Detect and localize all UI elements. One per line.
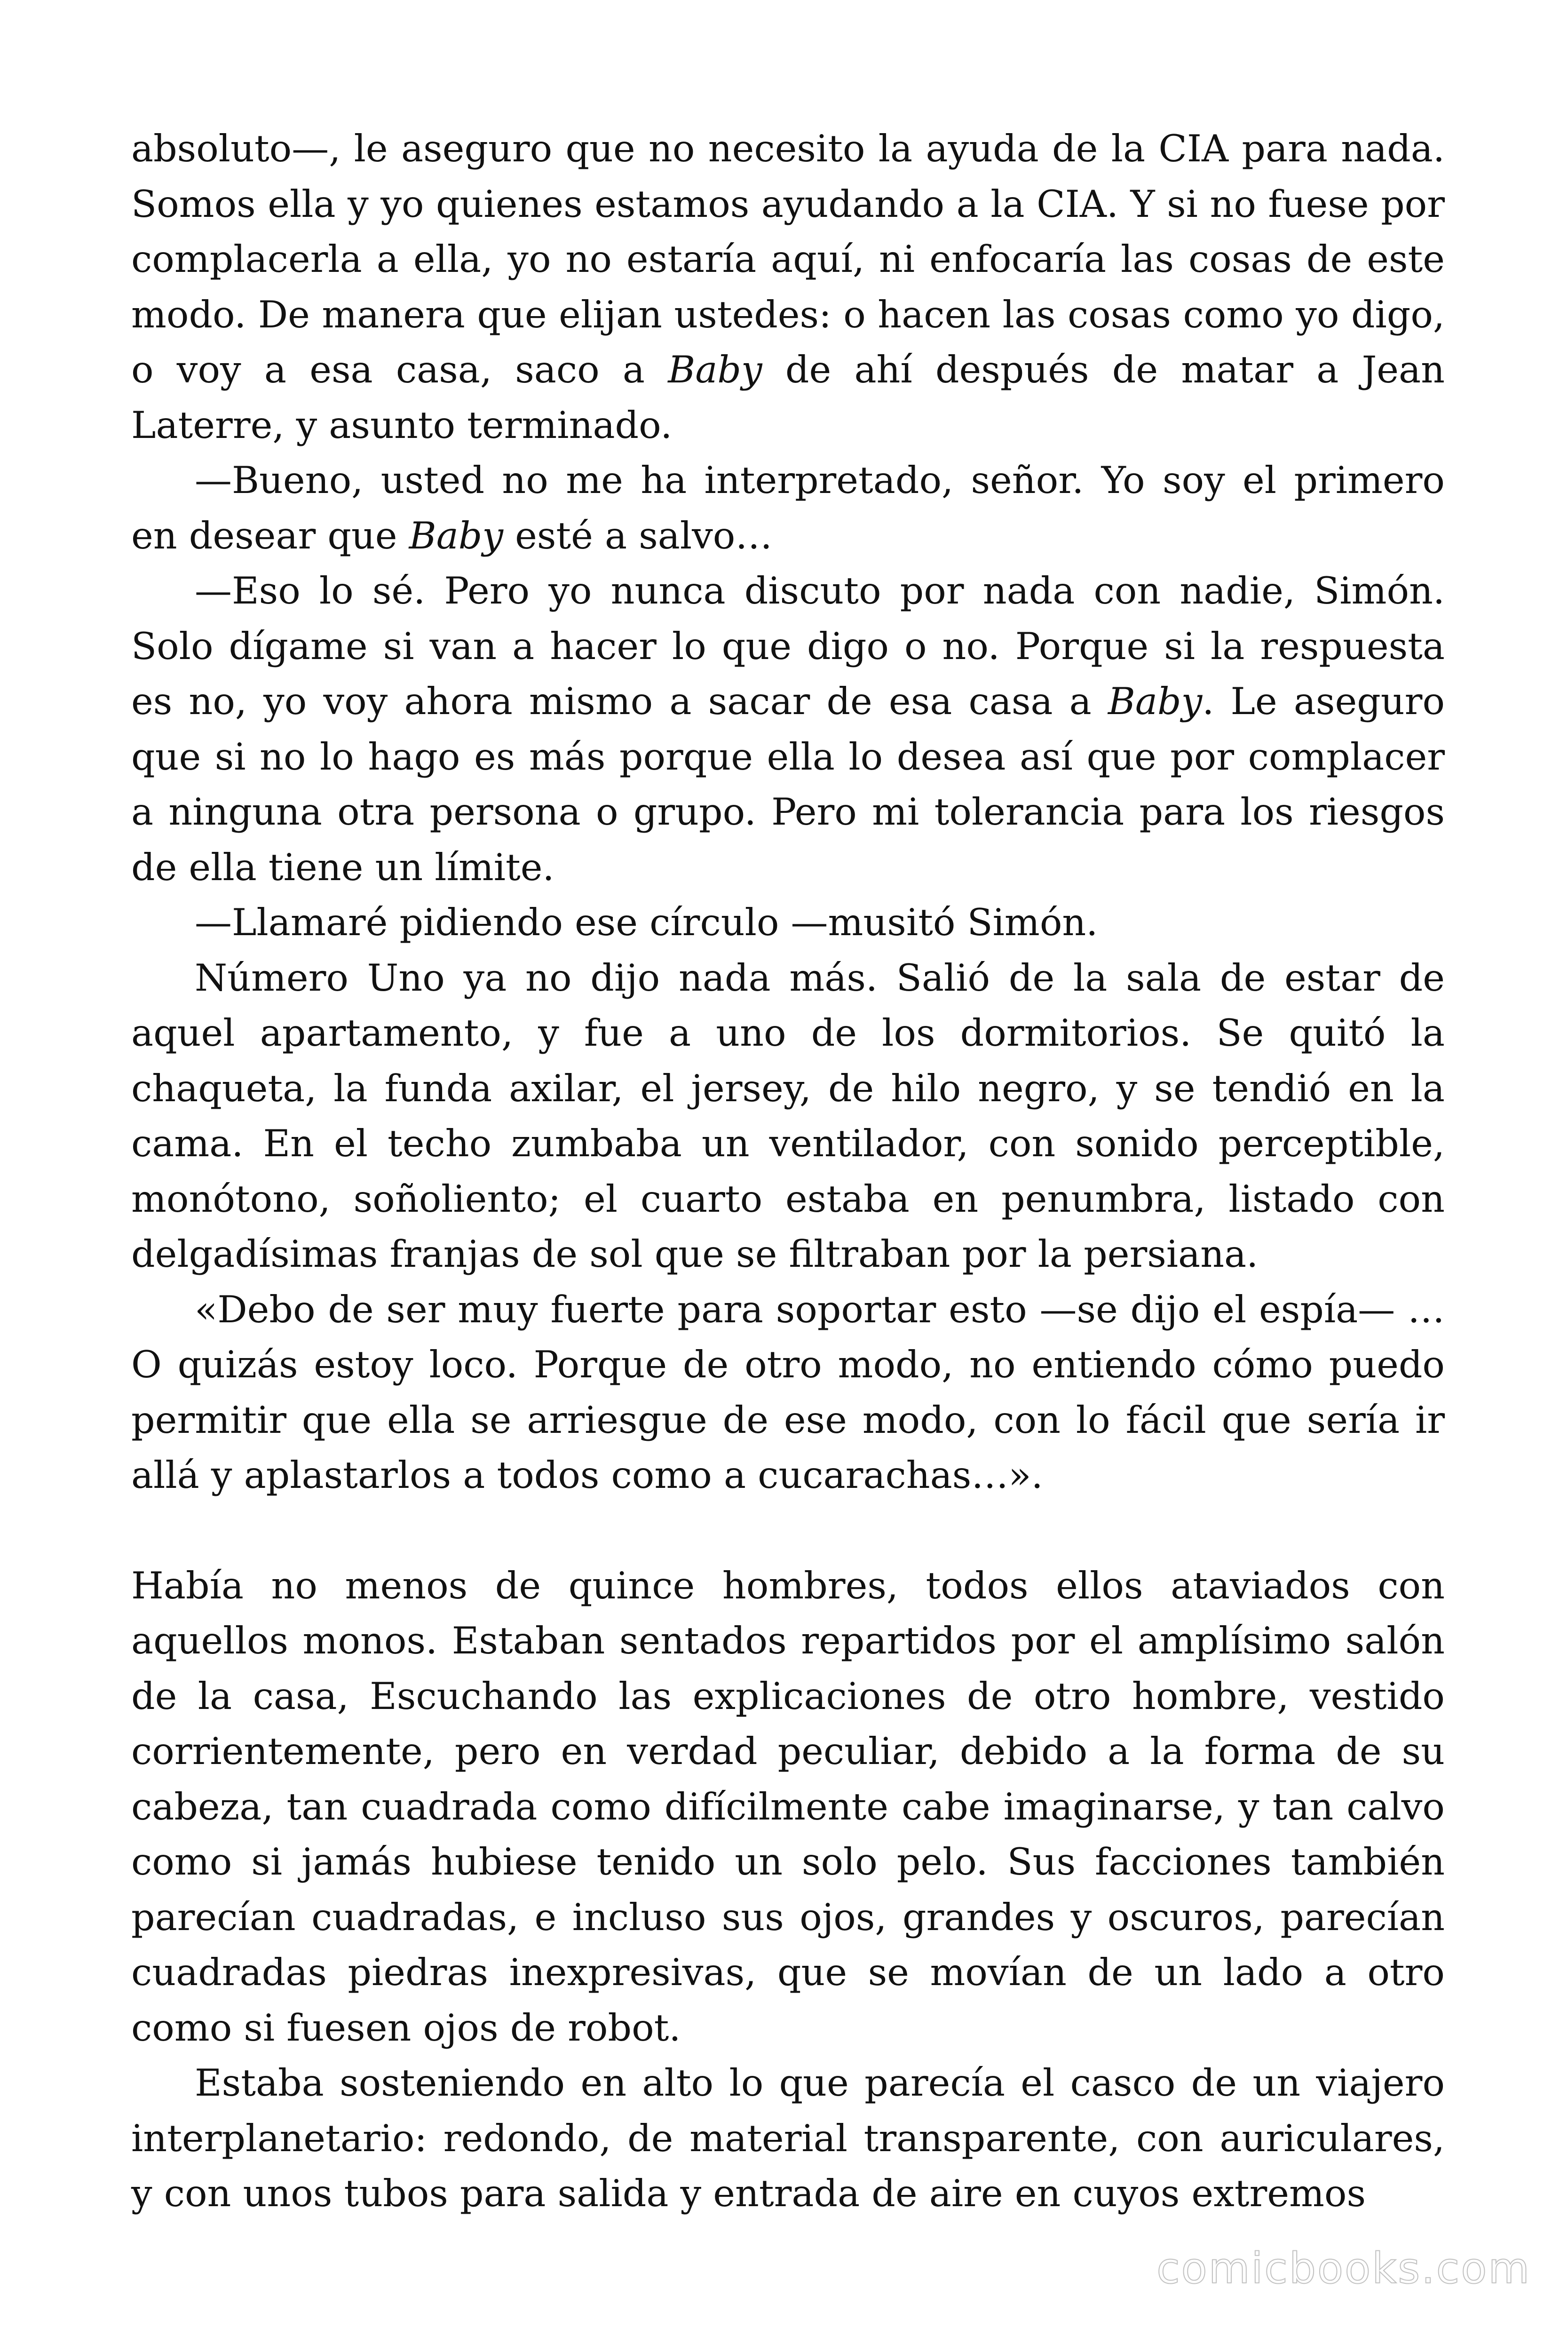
text-run: absoluto—, le aseguro que no necesito la ayuda de la CIA para nada. Somos ella y yo quienes estamos ayudando a la CIA. Y si no fuese por complacerla a ella, yo no estaría aquí, ni enfocaría las cosas de este modo. De manera que elijan ustedes: o hacen las cosas como yo digo, o voy a esa casa, saco a (131, 127, 1445, 391)
text-run: Número Uno ya no dijo nada más. Salió de la sala de estar de aquel apartamento, y fue a uno de los dormitorios. Se quitó la chaqueta, la funda axilar, el jersey, de hilo negro, y se tendió en la cama. En el techo zumbaba un ventilador, con sonido perceptible, monótono, soñoliento; el cuarto estaba en penumbra, listado con delgadísimas franjas de sol que se filtraban por la persiana. (131, 956, 1445, 1276)
text-run: Estaba sosteniendo en alto lo que parecía el casco de un viajero interplanetario: redondo, de material transparente, con auriculares, y con unos tubos para salida y entrada de aire en cuyos extremos (131, 2061, 1445, 2215)
text-run: Había no menos de quince hombres, todos ellos ataviados con aquellos monos. Estaban sentados repartidos por el amplísimo salón de la casa, Escuchando las explicaciones de otro hombre, vestido corrientemente, pero en verdad peculiar, debido a la forma de su cabeza, tan cuadrada como difícilmente cabe imaginarse, y tan calvo como si jamás hubiese tenido un solo pelo. Sus facciones también parecían cuadradas, e incluso sus ojos, grandes y oscuros, parecían cuadradas piedras inexpresivas, que se movían de un lado a otro como si fuesen ojos de robot. (131, 1564, 1445, 2050)
text-run: —Llamaré pidiendo ese círculo —musitó Simón. (195, 901, 1098, 944)
paragraph (131, 951, 1445, 1282)
text-run: —Eso lo sé. Pero yo nunca discuto por nada con nadie, Simón. Solo dígame si van a hacer lo que digo o no. Porque si la respuesta es no, yo voy ahora mismo a sacar de esa casa a (131, 569, 1445, 723)
italic-text: Baby (668, 348, 762, 391)
book-page-text (131, 121, 1445, 2222)
text-run: . Le aseguro que si no lo hago es más porque ella lo desea así que por complacer a ninguna otra persona o grupo. Pero mi tolerancia para los riesgos de ella tiene un límite. (131, 680, 1445, 889)
paragraph (131, 1558, 1445, 2056)
text-run: «Debo de ser muy fuerte para soportar esto —se dijo el espía— … O quizás estoy loco. Porque de otro modo, no entiendo cómo puedo permitir que ella se arriesgue de ese modo, con lo fácil que sería ir allá y aplastarlos a todos como a cucarachas…». (131, 1287, 1445, 1497)
text-run: —Bueno, usted no me ha interpretado, señor. Yo soy el primero en desear que (131, 459, 1445, 557)
paragraph (131, 121, 1445, 453)
italic-text: Baby (409, 514, 504, 557)
italic-text: Baby (1108, 680, 1203, 723)
paragraph (131, 564, 1445, 895)
text-run: esté a salvo… (503, 514, 773, 557)
watermark: comicbooks.com (1156, 2244, 1531, 2293)
paragraph (131, 1282, 1445, 1503)
text-run: de ahí después de matar a Jean Laterre, y asunto terminado. (131, 348, 1445, 447)
paragraph (131, 895, 1445, 951)
paragraph (131, 453, 1445, 564)
paragraph (131, 2056, 1445, 2222)
